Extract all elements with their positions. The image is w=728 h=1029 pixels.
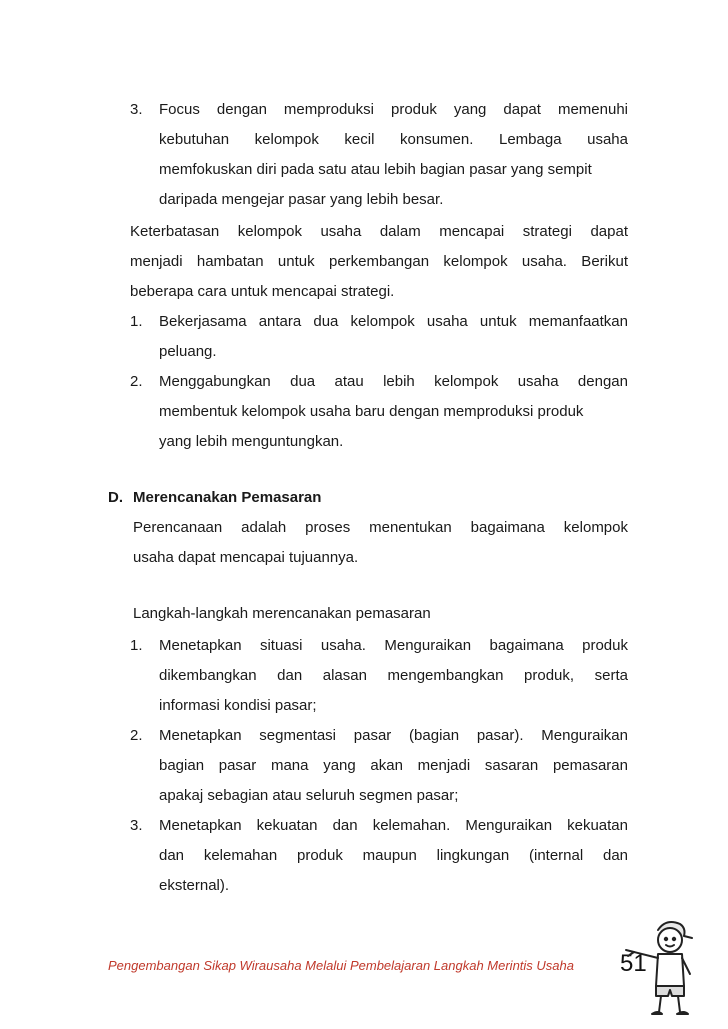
list-item-text: daripada mengejar pasar yang lebih besar. xyxy=(159,191,444,208)
paragraph-line: Perencanaan adalah proses menentukan bagaimana kelompok xyxy=(133,519,628,536)
list-number: 2. xyxy=(130,373,143,390)
list-item-text: Menetapkan kekuatan dan kelemahan. Menguraikan kekuatan xyxy=(159,817,628,834)
list-item-text: kebutuhan kelompok kecil konsumen. Lembaga usaha xyxy=(159,131,628,148)
list-item-text: membentuk kelompok usaha baru dengan memproduksi produk xyxy=(159,403,584,420)
cartoon-boy-illustration xyxy=(614,912,694,1022)
section-title: Merencanakan Pemasaran xyxy=(133,489,322,506)
list-number: 3. xyxy=(130,817,143,834)
list-item-text: bagian pasar mana yang akan menjadi sasaran pemasaran xyxy=(159,757,628,774)
list-item-text: peluang. xyxy=(159,343,217,360)
list-item-text: dan kelemahan produk maupun lingkungan (internal dan xyxy=(159,847,628,864)
list-item-text: yang lebih menguntungkan. xyxy=(159,433,344,450)
list-item-text: Menetapkan situasi usaha. Menguraikan bagaimana produk xyxy=(159,637,628,654)
list-item-text: Focus dengan memproduksi produk yang dapat memenuhi xyxy=(159,101,628,118)
section-label: D. xyxy=(108,489,123,506)
list-item-text: informasi kondisi pasar; xyxy=(159,697,317,714)
list-number: 2. xyxy=(130,727,143,744)
list-item-text: apakaj sebagian atau seluruh segmen pasar; xyxy=(159,787,459,804)
list-number: 1. xyxy=(130,313,143,330)
list-number: 1. xyxy=(130,637,143,654)
steps-title: Langkah-langkah merencanakan pemasaran xyxy=(133,605,431,622)
paragraph-line: Keterbatasan kelompok usaha dalam mencapai strategi dapat xyxy=(130,223,628,240)
list-item-text: memfokuskan diri pada satu atau lebih bagian pasar yang sempit xyxy=(159,161,592,178)
list-item-text: Menggabungkan dua atau lebih kelompok usaha dengan xyxy=(159,373,628,390)
paragraph-line: menjadi hambatan untuk perkembangan kelompok usaha. Berikut xyxy=(130,253,628,270)
list-item-text: eksternal). xyxy=(159,877,230,894)
list-item-text: dikembangkan dan alasan mengembangkan produk, serta xyxy=(159,667,628,684)
list-number: 3. xyxy=(130,101,143,118)
list-item-text: Menetapkan segmentasi pasar (bagian pasar). Menguraikan xyxy=(159,727,628,744)
page-number: 51 xyxy=(620,950,647,977)
list-item-text: Bekerjasama antara dua kelompok usaha untuk memanfaatkan xyxy=(159,313,628,330)
paragraph-line: usaha dapat mencapai tujuannya. xyxy=(133,549,359,566)
paragraph-line: beberapa cara untuk mencapai strategi. xyxy=(130,283,395,300)
footer-book-title: Pengembangan Sikap Wirausaha Melalui Pembelajaran Langkah Merintis Usaha xyxy=(108,958,574,973)
